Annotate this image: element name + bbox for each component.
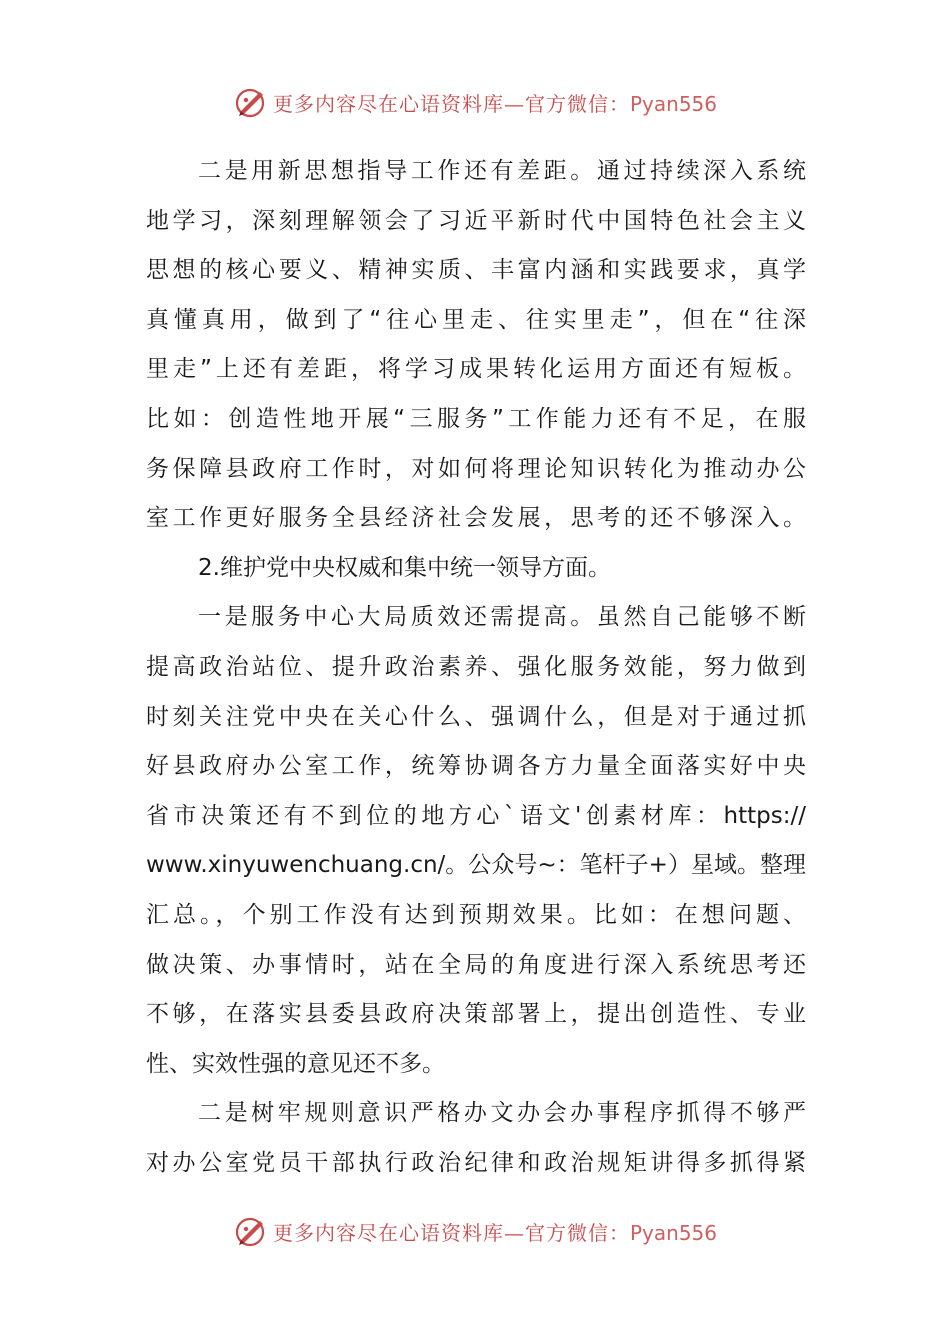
paragraph-line: 对办公室党员干部执行政治纪律和政治规矩讲得多抓得紧 xyxy=(146,1149,806,1176)
paragraph-line: 务保障县政府工作时，对如何将理论知识转化为推动办公 xyxy=(146,455,806,482)
paragraph-line: 二是用新思想指导工作还有差距。通过持续深入系统 xyxy=(198,158,806,184)
paragraph-line: 提高政治站位、提升政治素养、强化服务效能，努力做到 xyxy=(146,653,806,680)
pen-logo-icon xyxy=(233,1213,269,1249)
paragraph-line: 思想的核心要义、精神实质、丰富内涵和实践要求，真学 xyxy=(146,257,806,284)
paragraph-line: 好县政府办公室工作，统筹协调各方力量全面落实好中央 xyxy=(146,753,806,780)
watermark-text: 更多内容尽在心语资料库—官方微信：Pyan556 xyxy=(272,91,717,116)
document-body xyxy=(146,147,806,1188)
paragraph-line: 比如：创造性地开展“三服务”工作能力还有不足，在服 xyxy=(146,405,806,432)
paragraph-line: 省市决策还有不到位的地方心`语文'创素材库：https:// xyxy=(146,802,806,829)
paragraph-line: 汇总。，个别工作没有达到预期效果。比如：在想问题、 xyxy=(146,901,806,928)
watermark-banner-top xyxy=(0,82,950,122)
paragraph-line: 时刻关注党中央在关心什么、强调什么，但是对于通过抓 xyxy=(146,703,806,730)
paragraph-line: 性、实效性强的意见还不多。 xyxy=(146,1050,445,1077)
paragraph-line: 室工作更好服务全县经济社会发展，思考的还不够深入。 xyxy=(146,505,806,532)
paragraph-line: 不够，在落实县委县政府决策部署上，提出创造性、专业 xyxy=(146,1001,806,1028)
paragraph-line: 地学习，深刻理解领会了习近平新时代中国特色社会主义 xyxy=(146,207,806,234)
pen-logo-icon xyxy=(233,84,269,120)
paragraph-line: www.xinyuwenchuang.cn/。公众号~：笔杆子+）星域。整理 xyxy=(146,852,806,879)
paragraph-line: 一是服务中心大局质效还需提高。虽然自己能够不断 xyxy=(198,604,806,631)
paragraph-line: 里走”上还有差距，将学习成果转化运用方面还有短板。 xyxy=(146,356,806,383)
watermark-text: 更多内容尽在心语资料库—官方微信：Pyan556 xyxy=(272,1220,717,1245)
paragraph-line: 二是树牢规则意识严格办文办会办事程序抓得不够严 xyxy=(198,1100,806,1127)
paragraph-line: 做决策、办事情时，站在全局的角度进行深入系统思考还 xyxy=(146,951,806,978)
watermark-banner-bottom xyxy=(0,1211,950,1251)
paragraph-line: 真懂真用，做到了“往心里走、往实里走”，但在“往深 xyxy=(146,306,806,333)
section-heading: 2.维护党中央权威和集中统一领导方面。 xyxy=(198,554,611,581)
